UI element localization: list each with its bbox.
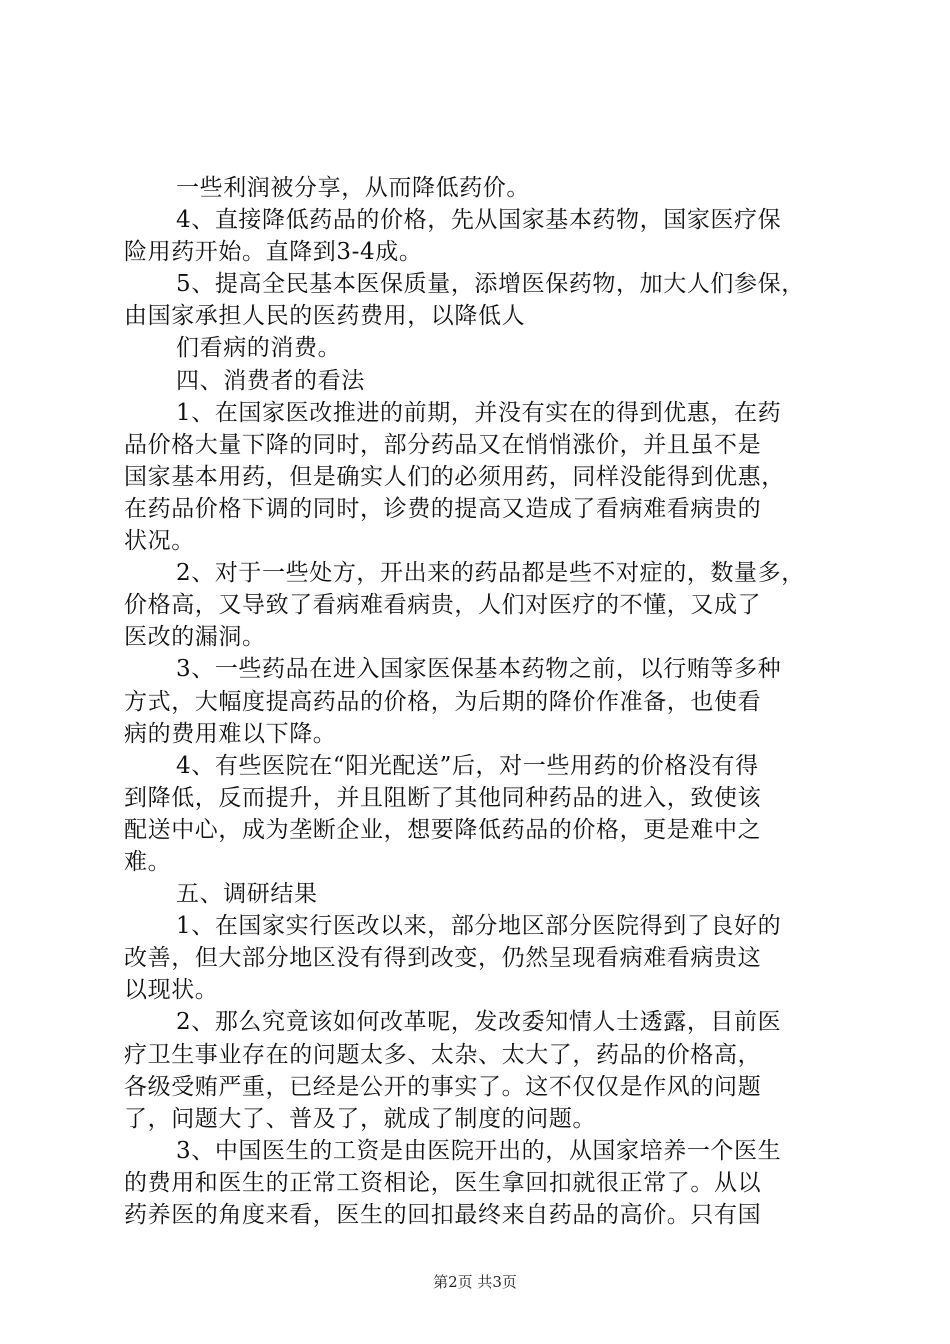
- text-line: 1、在国家医改推进的前期，并没有实在的得到优惠，在药: [176, 399, 782, 426]
- text-line: 到降低，反而提升，并且阻断了其他同种药品的进入，致使该: [124, 784, 762, 811]
- text-line: 四、消费者的看法: [176, 367, 365, 394]
- text-line: 品价格大量下降的同时，部分药品又在悄悄涨价，并且虽不是: [124, 431, 762, 458]
- document-body: [124, 172, 834, 1231]
- text-line: 国家基本用药，但是确实人们的必须用药，同样没能得到优惠，: [124, 463, 785, 490]
- text-line: 改善，但大部分地区没有得到改变，仍然呈现看病难看病贵这: [124, 945, 762, 972]
- text-line: 各级受贿严重，已经是公开的事实了。这不仅仅是作风的问题: [124, 1073, 762, 1100]
- text-line: 由国家承担人民的医药费用，以降低人: [124, 303, 526, 330]
- paragraph: [124, 397, 834, 557]
- text-line: 配送中心，成为垄断企业，想要降低药品的价格，更是难中之: [124, 816, 762, 843]
- paragraph: [124, 1006, 834, 1134]
- paragraph: [124, 268, 834, 332]
- paragraph: [124, 653, 834, 749]
- text-line: 险用药开始。直降到3-4成。: [124, 239, 423, 266]
- paragraph: [124, 750, 834, 878]
- text-line: 们看病的消费。: [176, 335, 342, 362]
- text-line: 五、调研结果: [176, 881, 318, 908]
- text-line: 的费用和医生的正常工资相论，医生拿回扣就很正常了。从以: [124, 1169, 762, 1196]
- text-line: 医改的漏洞。: [124, 624, 266, 651]
- text-line: 3、中国医生的工资是由医院开出的，从国家培养一个医生: [176, 1137, 782, 1164]
- paragraph: [124, 204, 834, 268]
- text-line: 4、有些医院在“阳光配送”后，对一些用药的价格没有得: [176, 752, 759, 779]
- paragraph: [124, 365, 834, 397]
- paragraph: [124, 557, 834, 653]
- paragraph: [124, 910, 834, 1006]
- text-line: 2、那么究竟该如何改革呢，发改委知情人士透露，目前医: [176, 1009, 782, 1036]
- text-line: 疗卫生事业存在的问题太多、太杂、太大了，药品的价格高，: [124, 1041, 762, 1068]
- paragraph: [124, 1135, 834, 1231]
- text-line: 病的费用难以下降。: [124, 720, 337, 747]
- text-line: 3、一些药品在进入国家医保基本药物之前，以行贿等多种: [176, 656, 782, 683]
- text-line: 药养医的角度来看，医生的回扣最终来自药品的高价。只有国: [124, 1202, 762, 1228]
- paragraph: [124, 332, 834, 364]
- text-line: 5、提高全民基本医保质量，添增医保药物，加大人们参保，: [176, 271, 805, 298]
- text-line: 一些利润被分享，从而降低药价。: [176, 175, 530, 201]
- text-line: 方式，大幅度提高药品的价格，为后期的降价作准备，也使看: [124, 688, 762, 715]
- text-line: 以现状。: [124, 977, 219, 1004]
- paragraph: [124, 878, 834, 910]
- text-line: 状况。: [124, 528, 195, 555]
- text-line: 了，问题大了、普及了，就成了制度的问题。: [124, 1105, 596, 1132]
- text-line: 4、直接降低药品的价格，先从国家基本药物，国家医疗保: [176, 207, 782, 234]
- text-line: 难。: [124, 848, 172, 875]
- paragraph: [124, 172, 834, 204]
- page-footer: 第2页 共3页: [433, 1273, 517, 1291]
- text-line: 1、在国家实行医改以来，部分地区部分医院得到了良好的: [176, 913, 782, 940]
- text-line: 价格高，又导致了看病难看病贵，人们对医疗的不懂，又成了: [124, 592, 762, 619]
- text-line: 2、对于一些处方，开出来的药品都是些不对症的，数量多，: [176, 560, 805, 587]
- text-line: 在药品价格下调的同时，诊费的提高又造成了看病难看病贵的: [124, 495, 762, 522]
